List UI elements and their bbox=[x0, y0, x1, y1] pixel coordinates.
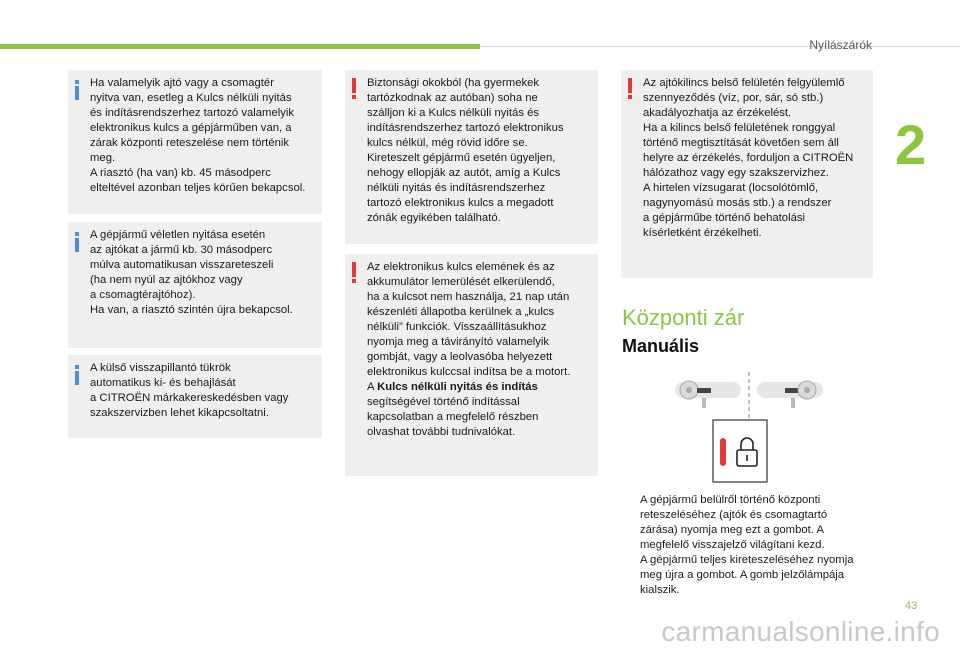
warning-icon bbox=[627, 78, 633, 100]
lock-indicator-lamp bbox=[720, 438, 726, 466]
warning-note-battery bbox=[345, 254, 598, 476]
note-text: Az elektronikus kulcs elemének és az akkumulátor lemerülését elkerülendő, ha a kulcsot nem használja, 21 nap után készenléti állapotba kerülnek a „kulcs nélküli” funkciók. Visszaállításukhoz nyomja meg a távirányító valamelyik gombját, vagy a leolvasóba helyezett elektronikus kulccsal indítsa be a motort. A Kulcs nélküli nyitás és indítás segítségével történő indítással kapcsolatban a megfelelő részben olvashat további tudnivalókat. bbox=[367, 261, 571, 438]
header-accent-bar bbox=[0, 44, 480, 49]
subsection-heading: Manuális bbox=[622, 336, 700, 356]
info-icon bbox=[75, 80, 79, 100]
dashboard-right-icon bbox=[757, 381, 823, 408]
watermark-link[interactable]: carmanualsonline.info bbox=[661, 616, 940, 647]
warning-icon bbox=[351, 78, 357, 100]
note-text: A gépjármű véletlen nyitása esetén az ajtókat a jármű kb. 30 másodperc múlva automatikusan visszareteszeli (ha nem nyúl az ajtókhoz vagy a csomagtérajtóhoz). Ha van, a riasztó szintén újra bekapcsol. bbox=[90, 229, 293, 316]
note-text: Az ajtókilincs belső felületén felgyülemlő szennyeződés (víz, por, sár, só stb.) akadályozhatja az érzékelést. Ha a kilincs belső felületének ronggyal történő megtisztítását követően sem áll helyre az érzékelés, forduljon a CITROËN hálózathoz vagy egy szakszervizhez. A hirtelen vízsugarat (locsolótömlő, nagynyomású mosás stb.) a rendszer a gépjárműbe történő behatolási kísérletként érzékelheti. bbox=[643, 77, 854, 239]
info-note-mirrors bbox=[68, 355, 322, 438]
bold-term: Kulcs nélküli nyitás és indítás bbox=[377, 381, 538, 393]
info-icon bbox=[75, 365, 79, 385]
instruction-list bbox=[622, 493, 870, 598]
note-text: Biztonsági okokból (ha gyermekek tartózkodnak az autóban) soha ne szálljon ki a Kulcs nélküli nyitás és indításrendszerhez tartozó elektronikus kulcs nélkül, még rövid időre se. Kireteszelt gépjármű esetén ügyeljen, nehogy ellopják az autót, amíg a Kulcs nélküli nyitás és indításrendszerhez tartozó elektronikus kulcs a megadott zónák egyikében található. bbox=[367, 77, 564, 224]
warning-note-handle-dirt bbox=[621, 70, 873, 278]
section-title: Nyílászárók bbox=[809, 38, 872, 52]
info-icon bbox=[75, 232, 79, 252]
info-note-auto-relock bbox=[68, 222, 322, 348]
central-lock-illustration bbox=[665, 368, 835, 486]
warning-icon bbox=[351, 262, 357, 284]
warning-note-safety bbox=[345, 70, 598, 244]
list-item: A gépjármű teljes kireteszeléséhez nyomja meg újra a gombot. A gomb jelzőlámpája kialszik. bbox=[640, 554, 854, 596]
chapter-number: 2 bbox=[895, 113, 927, 176]
page-number: 43 bbox=[905, 600, 918, 612]
list-item: A gépjármű belülről történő központi reteszeléséhez (ajtók és csomagtartó zárása) nyomja meg ezt a gombot. A megfelelő visszajelző világítani kezd. bbox=[640, 494, 828, 551]
dashboard-left-icon bbox=[675, 381, 741, 408]
header-divider bbox=[480, 46, 960, 47]
section-heading: Központi zár bbox=[622, 305, 745, 330]
info-note-doors-open bbox=[68, 70, 322, 214]
note-text: A külső visszapillantó tükrök automatikus ki- és behajlását a CITROËN márkakereskedésben vagy szakszervizben lehet kikapcsoltatni. bbox=[90, 362, 289, 419]
note-text: Ha valamelyik ajtó vagy a csomagtér nyitva van, esetleg a Kulcs nélküli nyitás és indításrendszerhez tartozó valamelyik elektronikus kulcs a gépjárműben van, a zárak központi reteszelése nem történik meg. A riasztó (ha van) kb. 45 másodperc elteltével azonban teljes körűen bekapcsol. bbox=[90, 77, 306, 194]
